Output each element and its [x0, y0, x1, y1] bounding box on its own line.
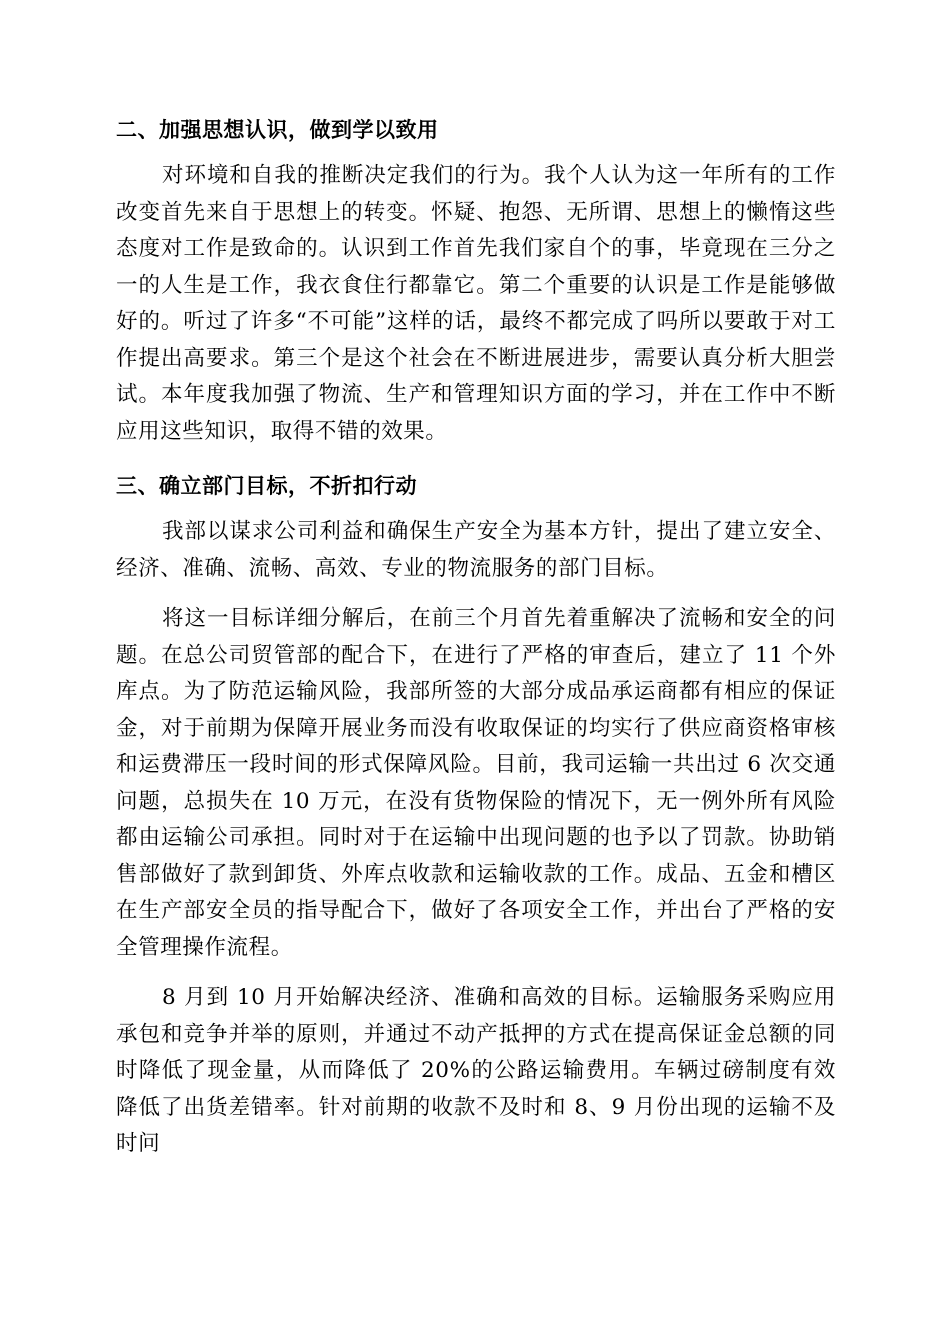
section-heading: 二、加强思想认识，做到学以致用 [116, 118, 439, 142]
section-department-goals [116, 464, 836, 1163]
paragraph: 我部以谋求公司利益和确保生产安全为基本方针，提出了建立安全、经济、准确、流畅、高效、专业的物流服务的部门目标。 [116, 519, 836, 581]
paragraph: 8 月到 10 月开始解决经济、准确和高效的目标。运输服务采购应用承包和竞争并举的原则，并通过不动产抵押的方式在提高保证金总额的同时降低了现金量，从而降低了 20%的公路运输费用。车辆过磅制度有效降低了出货差错率。针对前期的收款不及时和 8、9 月份出现的运输不及时问 [116, 985, 836, 1156]
paragraph: 对环境和自我的推断决定我们的行为。我个人认为这一年所有的工作改变首先来自于思想上的转变。怀疑、抱怨、无所谓、思想上的懒惰这些态度对工作是致命的。认识到工作首先我们家自个的事，毕竟现在三分之一的人生是工作，我衣食住行都靠它。第二个重要的认识是工作是能够做好的。听过了许多“不可能”这样的话，最终不都完成了吗所以要敢于对工作提出高要求。第三个是这个社会在不断进展进步，需要认真分析大胆尝试。本年度我加强了物流、生产和管理知识方面的学习，并在工作中不断应用这些知识，取得不错的效果。 [116, 163, 836, 444]
section-heading: 三、确立部门目标，不折扣行动 [116, 474, 417, 498]
paragraph: 将这一目标详细分解后，在前三个月首先着重解决了流畅和安全的问题。在总公司贸管部的配合下，在进行了严格的审查后，建立了 11 个外库点。为了防范运输风险，我部所签的大部分成品承运商都有相应的保证金，对于前期为保障开展业务而没有收取保证的均实行了供应商资格审核和运费滞压一段时间的形式保障风险。目前，我司运输一共出过 6 次交通问题，总损失在 10 万元，在没有货物保险的情况下，无一例外所有风险都由运输公司承担。同时对于在运输中出现问题的也予以了罚款。协助销售部做好了款到卸货、外库点收款和运输收款的工作。成品、五金和槽区在生产部安全员的指导配合下，做好了各项安全工作，并出台了严格的安全管理操作流程。 [116, 606, 836, 960]
section-thinking [116, 108, 836, 450]
document-page [116, 108, 836, 1163]
